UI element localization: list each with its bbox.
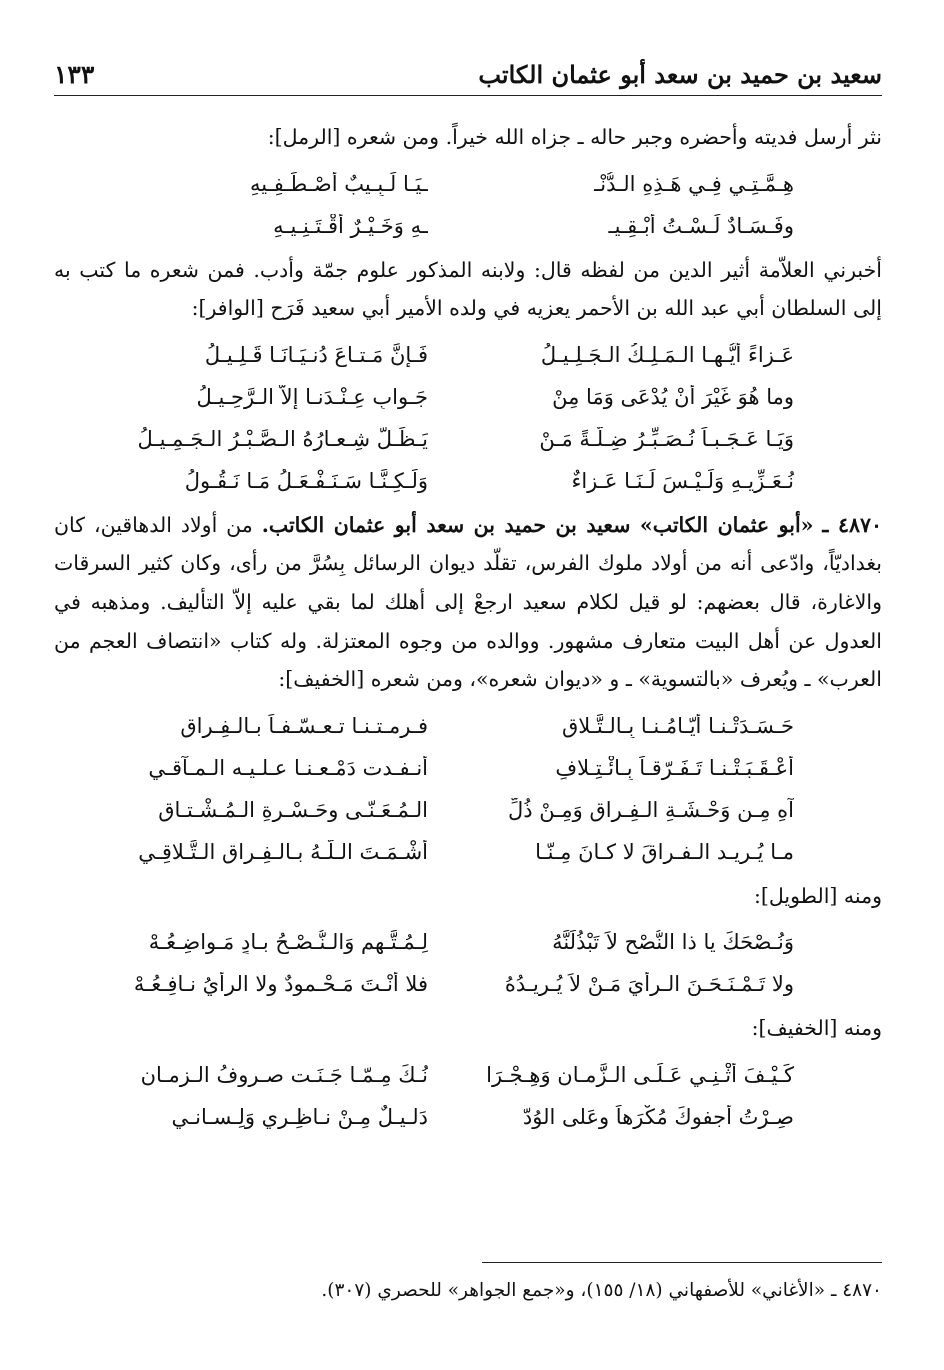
second-hemistich: أَشْـمَـتَ الـلّـهُ بـالـفِـراقِ الـتَّـلاقِـي: [138, 839, 428, 864]
paragraph-khafif-intro: ومنه [الخفيف]:: [751, 1016, 882, 1041]
poem-tawil: [54, 921, 882, 1005]
poem-khafif-1: [54, 705, 882, 873]
running-head: [54, 56, 882, 96]
entry-heading: «أبو عثمان الكاتب» سعيد بن حميد بن سعد أبو عثمان الكاتب.: [261, 512, 814, 537]
footnote-divider: [482, 1262, 882, 1263]
second-hemistich: ـهِ وَخَـيْـرٌ أَقْـتَـنِـيـهِ: [273, 213, 428, 238]
verse-line: [54, 205, 882, 247]
entry-paragraph: [54, 506, 882, 699]
verse-line: [54, 1054, 882, 1096]
second-hemistich: أنـفـدت دَمْـعـنـا عـلـيـه الـمـآقـي: [148, 755, 428, 780]
second-hemistich: يَـظَـلُّ شِـعـارُهُ الـصَّـبْـرُ الـجَـمِـيـلُ: [137, 426, 428, 451]
second-hemistich: فَـإِنَّ مَـتـاعَ دُنـيَـانَـا قَـلِـيـلُ: [204, 342, 428, 367]
entry-number: ٤٨٧٠ ـ: [822, 512, 883, 537]
second-hemistich: نُـكَ مِـمّـا جَـنَـت صـروفُ الـزمـانِ: [140, 1062, 428, 1087]
first-hemistich: وفَـسَـادٌ لَـسْـتُ أُبْـقِـيـ: [608, 213, 794, 238]
first-hemistich: آهِ مِـن وَحْـشَـةِ الـفِـراقِ وَمِـنْ ذُلِّ: [507, 797, 794, 822]
second-hemistich: لِـمُـتَّـهِمٍ وَالـنُّـصْـحُ بـادٍ مَـواضِـعُـهْ: [148, 930, 428, 955]
second-hemistich: ـيَـا لَـبِـيبٌ أَصْـطَـفِـيهِ: [250, 171, 428, 196]
page-number: ١٣٣: [54, 60, 95, 89]
second-hemistich: جَـوابٍ عِـنْـدَنـا إِلاّ الـرَّحِـيـلُ: [196, 384, 428, 409]
entry-text: من أولاد الدهاقين، كان بغداديّاً، وادّعى أنه من أولاد ملوك الفرس، تقلّد ديوان الرسائل بِسُرَّ من رأى، وكان كثير السرقات والاغارة، قال بعضهم: لو قيل لكلام سعيد ارجعْ إلى أهلك لما بقي عليه إلاّ التأليف. ومذهبه في العدول عن أهل البيت متعارف مشهور. ووالده من وجوه المعتزلة. وله كتاب «انتصاف العجم من العرب» ـ ويُعرف «بالتسوية» ـ و «ديوان شعره»، ومن شعره [الخفيف]:: [54, 512, 882, 692]
verse-line: [54, 831, 882, 873]
first-hemistich: وَيَـا عَـجَـبـاً نُـصَـبِّـرُ ضِـلّـةً مَـنْ: [539, 426, 794, 451]
verse-line: [54, 1096, 882, 1138]
first-hemistich: أَعْـقَـبَـتْـنـا تَـفَـرّقـاً بِـائْـتِـلافٍ: [555, 755, 794, 780]
paragraph-2: أخبرني العلاّمة أثير الدين من لفظه قال: ولابنه المذكور علوم جمّة وأدب. فمن شعره ما كتب به إلى السلطان أبي عبد الله بن الأحمر يعزيه في ولده الأمير أبي سعيد فَرَح [الوافر]:: [54, 257, 882, 321]
verse-line: [54, 418, 882, 460]
paragraph-tawil-intro: ومنه [الطويل]:: [753, 883, 882, 908]
first-hemistich: وما هُوَ غَيْرَ أَنْ يُدْعَى وَمَا مِنْ: [552, 384, 794, 409]
second-hemistich: فلا أَنْـتَ مَـحْـمودٌ ولا الرأيُ نـافِـعُـهْ: [133, 972, 428, 997]
second-hemistich: فـرمـتـنـا تـعـسّـفـاً بـالـفِـراقِ: [180, 713, 428, 738]
verse-line: [54, 789, 882, 831]
poem-wafir: [54, 334, 882, 502]
first-hemistich: وَنُـصْحَكَ يا ذا النُّصْحِ لاَ تَبْذُلَنَّهُ: [552, 930, 794, 955]
first-hemistich: عَـزاءً أَيُّـهـا الـمَـلِـكُ الـجَـلِـيـلُ: [540, 342, 794, 367]
verse-line: [54, 334, 882, 376]
verse-line: [54, 921, 882, 963]
page-body: [54, 118, 882, 1142]
verse-line: [54, 460, 882, 502]
second-hemistich: الـمُـعَـنّـى وحَـسْـرةِ الـمُـشْـتـاقِ: [158, 797, 428, 822]
paragraph-1: نثر أرسل فديته وأحضره وجبر حاله ـ جزاه الله خيراً. ومن شعره [الرمل]:: [267, 125, 882, 149]
first-hemistich: كَـيْـفَ أُثْـنِـي عَـلَـى الـزَّمـانِ وَهِـجْـرَا: [486, 1062, 794, 1087]
footnote: ٤٨٧٠ ـ «الأغاني» للأصفهاني (١٨/ ١٥٥)، و«جمع الجواهر» للحصري (٣٠٧).: [321, 1280, 882, 1301]
first-hemistich: مـا يُـرِيـد الـفـراقَ لا كـانَ مِـنّـا: [535, 839, 794, 864]
verse-line: [54, 963, 882, 1005]
verse-line: [54, 747, 882, 789]
verse-line: [54, 376, 882, 418]
first-hemistich: حَـسَـدَتْـنـا أَيّـامُـنـا بِـالـتَّـلاقِ: [561, 713, 794, 738]
first-hemistich: نُـعَـزِّيـهِ وَلَـيْـسَ لَـنَـا عَـزاءٌ: [571, 468, 794, 493]
second-hemistich: دَلـيـلٌ مِـنْ نـاظِـري وَلِـسـانـي: [171, 1104, 428, 1129]
first-hemistich: ولا تَـمْـنَـحَـنَ الـرأيَ مَـنْ لاَ يُـرِيـدُهُ: [504, 972, 794, 997]
running-title: سعيد بن حميد بن سعد أبو عثمان الكاتب: [478, 60, 882, 89]
first-hemistich: صِـرْتُ أجفوكَ مُكْرَهاً وعَلى الوُدّ: [522, 1104, 794, 1129]
poem-khafif-2: [54, 1054, 882, 1138]
verse-line: [54, 163, 882, 205]
second-hemistich: وَلَـكِـنَّـا سَـنَـفْـعَـلُ مَـا نَـقُـولُ: [184, 468, 428, 493]
verse-line: [54, 705, 882, 747]
poem-ramal: [54, 163, 882, 247]
first-hemistich: هِـمَّـتِـي فِـي هَـذِهِ الـدُّنْـ: [594, 171, 794, 196]
